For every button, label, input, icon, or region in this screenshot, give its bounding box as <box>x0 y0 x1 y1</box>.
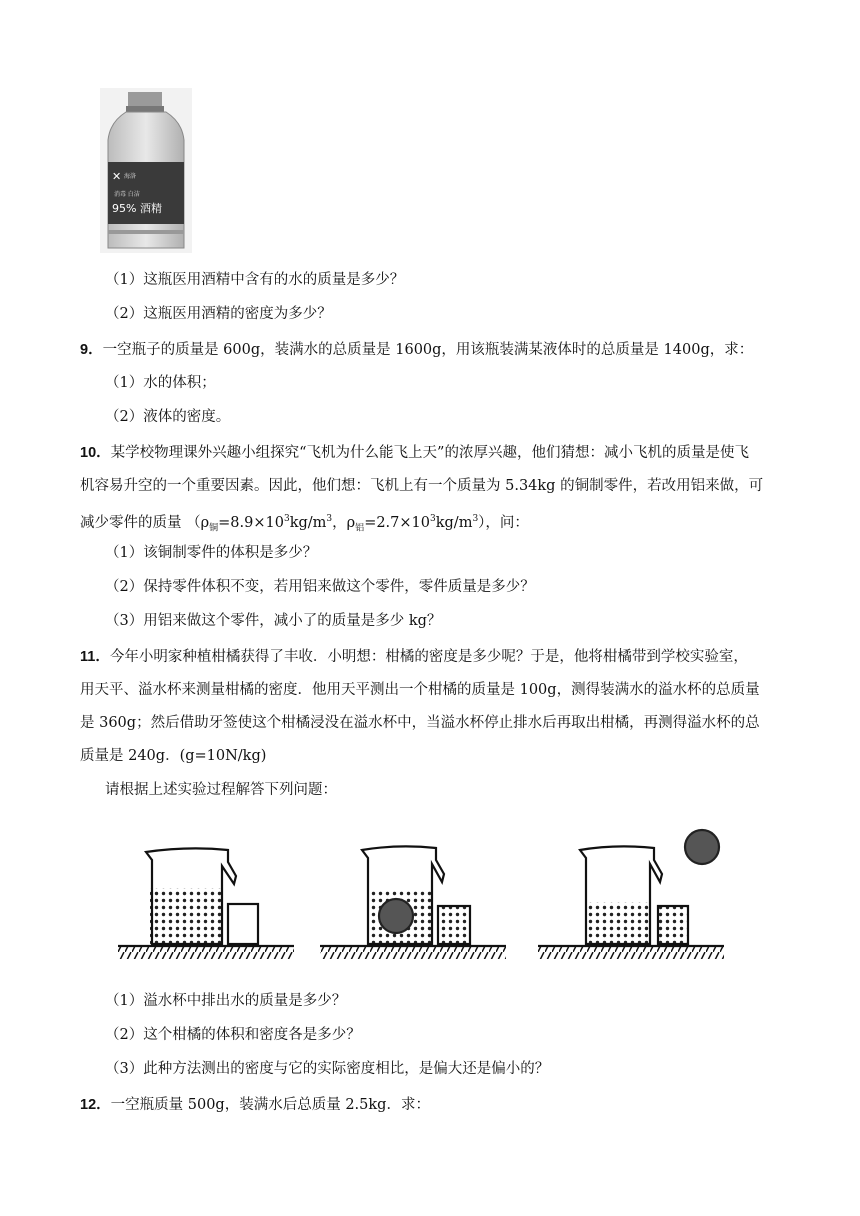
q10-sub-1: （1）该铜制零件的体积是多少？ <box>105 545 318 561</box>
overflow-cup-figure <box>118 820 728 970</box>
bottle-brand: 海洛 <box>124 173 137 180</box>
q12-line <box>80 1095 430 1115</box>
q12-number: 12． <box>80 1097 111 1113</box>
q9-number: 9． <box>80 342 103 358</box>
q10-text-1: 某学校物理课外兴趣小组探究“飞机为什么能飞上天”的浓厚兴趣，他们猜想：减小飞机的质量是使飞 <box>110 445 749 461</box>
q11-number: 11． <box>80 649 110 665</box>
q9-text: 一空瓶子的质量是 600g，装满水的总质量是 1600g，用该瓶装满某液体时的总质量是 1400g，求： <box>102 342 754 358</box>
bottle-subtext: 消毒 白洁 <box>114 191 140 198</box>
q10-number: 10． <box>80 445 111 461</box>
q10-line-3: 减少零件的质量 （$\rho_铜=8.9\times 10^3kg/m^3$，$\rho_铝=2.7\times 10^3kg/m^3$），问： <box>80 514 529 534</box>
q10-line-1 <box>80 443 749 463</box>
bottle-label: 95% 酒精 <box>112 202 162 215</box>
q11-sub-2: （2）这个柑橘的体积和密度各是多少？ <box>105 1027 361 1043</box>
q8-sub-1: （1）这瓶医用酒精中含有的水的质量是多少？ <box>105 272 405 288</box>
q11-line-1: 11．今年小明家种植柑橘获得了丰收．小明想：柑橘的密度是多少呢？于是，他将柑橘带到学校实验室， <box>80 649 748 665</box>
q9-line <box>80 340 753 360</box>
q12-text: 一空瓶质量 500g，装满水后总质量 2.5kg．求： <box>110 1097 430 1113</box>
q8-sub-2: （2）这瓶医用酒精的密度为多少？ <box>105 306 332 322</box>
q11-sub-3: （3）此种方法测出的密度与它的实际密度相比，是偏大还是偏小的？ <box>105 1061 550 1077</box>
svg-text:✕: ✕ <box>112 170 122 183</box>
q10-sub-2: （2）保持零件体积不变，若用铝来做这个零件，零件质量是多少？ <box>105 579 535 595</box>
q10-sub-3: （3）用铝来做这个零件，减小了的质量是多少 kg？ <box>105 613 442 629</box>
q11-sub-1: （1）溢水杯中排出水的质量是多少？ <box>105 993 347 1009</box>
scene-removed <box>538 830 724 959</box>
q9-sub-1: （1）水的体积； <box>105 375 216 391</box>
scene-immersed <box>320 846 506 959</box>
scene-before <box>118 848 294 959</box>
q11-line-3: 是 360g；然后借助牙签使这个柑橘浸没在溢水杯中，当溢水杯停止排水后再取出柑橘，再测得溢水杯的总 <box>80 715 760 731</box>
q11-prompt: 请根据上述实验过程解答下列问题： <box>105 782 337 798</box>
q11-line-4: 质量是 240g．(g=10N/kg) <box>80 748 267 764</box>
q9-sub-2: （2）液体的密度。 <box>105 409 231 425</box>
q10-line-2: 机容易升空的一个重要因素。因此，他们想：飞机上有一个质量为 5.34kg 的铜制零件，若改用铝来做，可 <box>80 478 764 494</box>
q11-line-2: 用天平、溢水杯来测量柑橘的密度．他用天平测出一个柑橘的质量是 100g，测得装满水的溢水杯的总质量 <box>80 682 760 698</box>
alcohol-bottle-image <box>100 88 192 253</box>
